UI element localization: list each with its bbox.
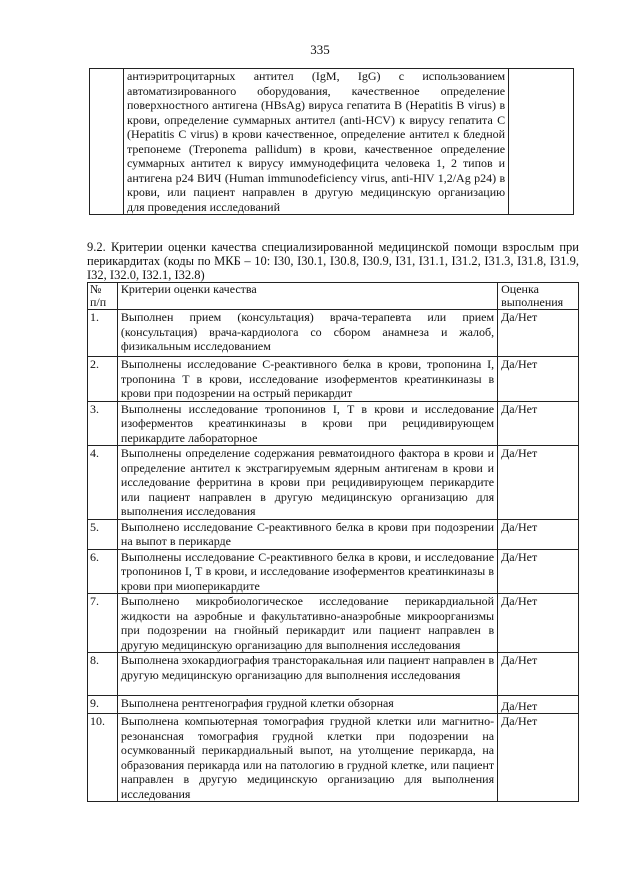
header-result: Оценка выполнения bbox=[498, 283, 579, 310]
criterion-text: Выполнено исследование С-реактивного белка в крови при подозрении на выпот в перикарде bbox=[117, 519, 497, 549]
continued-criteria-table bbox=[89, 68, 574, 215]
row-number: 10. bbox=[88, 714, 118, 802]
table-row bbox=[88, 310, 579, 357]
criterion-text: Выполнены определение содержания ревматоидного фактора в крови и определение антител к экстрагируемым ядерным антигенам в крови и исследование ферритина в крови при рецидивирующем перикардите или пациент направлен в другую медицинскую организацию для выполнения исследования bbox=[117, 446, 497, 520]
criterion-text: Выполнена эхокардиография трансторакальная или пациент направлен в другую медицинскую организацию для выполнения исследования bbox=[117, 653, 497, 696]
criterion-text: Выполнена рентгенография грудной клетки обзорная bbox=[117, 696, 497, 714]
table-row bbox=[88, 594, 579, 653]
row-number: 9. bbox=[88, 696, 118, 714]
table-row bbox=[88, 519, 579, 549]
result-value: Да/Нет bbox=[498, 653, 579, 696]
result-value: Да/Нет bbox=[498, 714, 579, 802]
continued-criterion-cell bbox=[124, 69, 509, 215]
table-row bbox=[88, 549, 579, 594]
row-number: 6. bbox=[88, 549, 118, 594]
criterion-text: Выполнено микробиологическое исследование перикардиальной жидкости на аэробные и факультативно-анаэробные микроорганизмы при подозрении на гнойный перикардит или пациент направлен в другую медицинскую организацию для выполнения исследования bbox=[117, 594, 497, 653]
row-number: 4. bbox=[88, 446, 118, 520]
result-value: Да/Нет bbox=[498, 549, 579, 594]
row-number: 1. bbox=[88, 310, 118, 357]
header-criterion: Критерии оценки качества bbox=[117, 283, 497, 310]
criterion-text: Выполнены исследование тропонинов I, Т в крови и исследование изоферментов креатинкиназы в крови при рецидивирующем перикардите лабораторное bbox=[117, 401, 497, 446]
table-row bbox=[88, 714, 579, 802]
result-value: Да/Нет bbox=[498, 401, 579, 446]
row-number: 5. bbox=[88, 519, 118, 549]
page-number: 335 bbox=[310, 42, 330, 57]
result-value: Да/Нет bbox=[498, 594, 579, 653]
continued-criterion-text-end: для проведения исследований bbox=[127, 199, 281, 214]
criterion-text: Выполнена компьютерная томография грудной клетки или магнитно-резонансная томография грудной клетки при подозрении на осумкованный перикардиальный выпот, на утолщение перикарда, на образования перикарда или на патологию в грудной клетке, или пациент направлен в другую медицинскую организацию для выполнения исследования bbox=[117, 714, 497, 802]
result-value: Да/Нет bbox=[498, 696, 579, 714]
criterion-text: Выполнен прием (консультация) врача-терапевта или прием (консультация) врача-кардиолога со сбором анамнеза и жалоб, физикальным исследованием bbox=[117, 310, 497, 357]
table-row bbox=[88, 696, 579, 714]
result-value: Да/Нет bbox=[498, 519, 579, 549]
table-header-row bbox=[88, 283, 579, 310]
continued-criterion-text: антиэритроцитарных антител (IgM, IgG) с использованием автоматизированного оборудования, качественное определение поверхностного антигена (HBsAg) вируса гепатита В (Hepatitis B virus) в крови, определение суммарных антител (anti-HCV) к вирусу гепатита С (Hepatitis C virus) в крови качественное, определение антител к бледной трепонеме (Treponema pallidum) в крови, качественное определение суммарных антител к вирусу иммунодефицита человека 1, 2 типов и антигена р24 ВИЧ (Human immunodeficiency virus, anti-HIV 1,2/Ag p24) в крови, или пациент направлен в другую медицинскую организацию bbox=[127, 69, 506, 199]
row-number: 8. bbox=[88, 653, 118, 696]
row-number: 7. bbox=[88, 594, 118, 653]
table-row bbox=[90, 69, 574, 215]
table-row bbox=[88, 446, 579, 520]
table-row bbox=[88, 653, 579, 696]
result-value: Да/Нет bbox=[498, 357, 579, 402]
criterion-text: Выполнены исследование С-реактивного белка в крови, тропонина I, тропонина Т в крови, исследование изоферментов креатинкиназы в крови при подозрении на острый перикардит bbox=[117, 357, 497, 402]
result-value: Да/Нет bbox=[498, 310, 579, 357]
header-num: № п/п bbox=[88, 283, 118, 310]
empty-number-cell bbox=[90, 69, 124, 215]
table-row bbox=[88, 357, 579, 402]
row-number: 3. bbox=[88, 401, 118, 446]
table-row bbox=[88, 401, 579, 446]
criterion-text: Выполнены исследование С-реактивного белка в крови, и исследование тропонинов I, Т в крови, и исследование изоферментов креатинкиназы в крови при миоперикардите bbox=[117, 549, 497, 594]
row-number: 2. bbox=[88, 357, 118, 402]
criteria-table bbox=[87, 282, 579, 802]
section-heading: 9.2. Критерии оценки качества специализированной медицинской помощи взрослым при перикардитах (коды по МКБ – 10: I30, I30.1, I30.8, I30.9, I31, I31.1, I31.2, I31.3, I31.8, I31.9, I32, I32.0, I32.1, I32.8) bbox=[87, 240, 579, 282]
result-value: Да/Нет bbox=[498, 446, 579, 520]
empty-result-cell bbox=[509, 69, 574, 215]
